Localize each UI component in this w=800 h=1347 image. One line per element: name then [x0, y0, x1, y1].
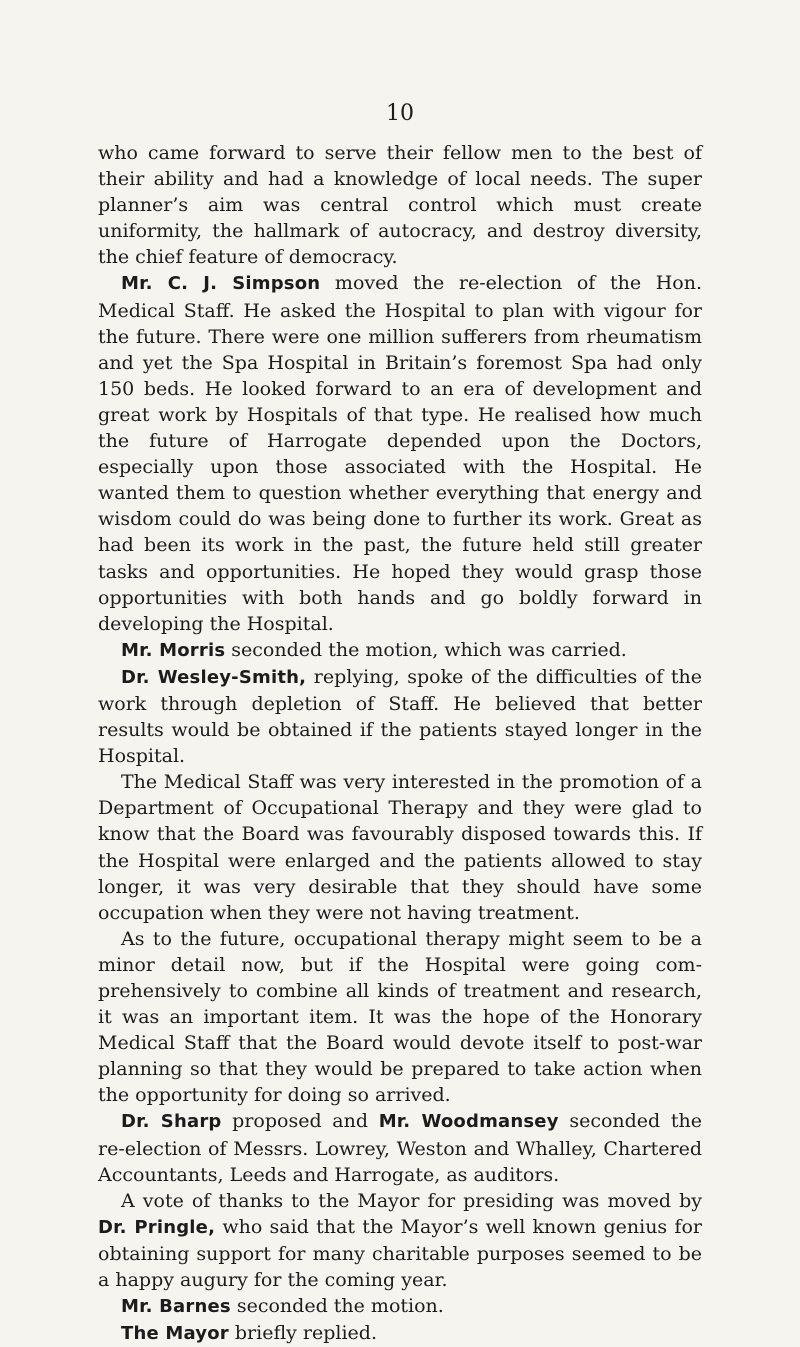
paragraph-text: briefly replied. [228, 1322, 377, 1345]
paragraph-text: seconded the motion, which was carried. [225, 638, 627, 661]
paragraph-future [98, 926, 702, 1109]
paragraph-text: seconded the motion. [230, 1295, 444, 1318]
speaker-name: Mr. Morris [121, 639, 226, 661]
speaker-name: Mr. Woodmansey [378, 1111, 559, 1133]
speaker-name: Dr. Sharp [121, 1111, 222, 1133]
speaker-name: Dr. Pringle, [98, 1216, 216, 1238]
paragraph-wesley-smith [98, 664, 702, 769]
paragraph-barnes [98, 1293, 702, 1320]
paragraph-text: The Medical Staff was very interested in the promotion of a Department of Occupational Therapy and they were glad to know that the Board was favourably disposed towards this. If the Hospital were enlarged and the patients allowed to stay longer, it was very desirable that they should have some occupation when they were not having treatment. [98, 771, 702, 924]
paragraph-text: who said that the Mayor’s well known genius for obtaining support for many charitable purposes seemed to be a happy augury for the coming year. [98, 1215, 702, 1292]
paragraph-simpson [98, 270, 702, 636]
body-text [98, 140, 702, 1347]
paragraph-morris [98, 637, 702, 664]
paragraph-text: who came forward to serve their fellow men to the best of their ability and had a knowledge of local needs. The super planner’s aim was central control which must create uniformity, the hallmark of autocracy, and destroy diversity, the chief feature of democracy. [98, 142, 702, 269]
paragraph-text: moved the re-election of the Hon. Medical Staff. He asked the Hospital to plan with vigour for the future. There were one million sufferers from rheumatism and yet the Spa Hospital in Britain’s foremost Spa had only 150 beds. He looked forward to an era of development and great work by Hospitals of that type. He realised how much the future of Harrogate depended upon the Doctors, especially upon those associated with the Hospital. He wanted them to question whether everything that energy and wisdom could do was being done to further its work. Great as had been its work in the past, the future held still greater tasks and opportunities. He hoped they would grasp those opportunities with both hands and go boldly forward in developing the Hospital. [98, 272, 703, 635]
paragraph-text: A vote of thanks to the Mayor for presiding was moved by [121, 1189, 702, 1212]
paragraph-occupational-therapy [98, 769, 702, 926]
paragraph-auditors [98, 1108, 702, 1187]
paragraph-text: seconded the re-election of Messrs. Lowrey, Weston and Whalley, Chartered Accountants, Leeds and Harrogate, as auditors. [98, 1110, 703, 1186]
paragraph-mayor [98, 1320, 702, 1347]
paragraph-text: As to the future, occupational therapy might seem to be a minor detail now, but if the Hospital were going com- prehensively to combine all kinds of treatment and research, it was an important item. It was the hope of the Honorary Medical Staff that the Board would devote itself to post-war planning so that they would be prepared to take action when the opportunity for doing so arrived. [98, 927, 702, 1107]
speaker-name: Dr. Wesley-Smith, [121, 666, 307, 688]
speaker-name: Mr. C. J. Simpson [121, 273, 321, 295]
page-number: 10 [386, 101, 414, 126]
paragraph-super-planner [98, 140, 702, 270]
paragraph-text: proposed and [221, 1110, 379, 1133]
speaker-name: The Mayor [121, 1323, 229, 1345]
paragraph-vote-of-thanks [98, 1188, 702, 1293]
paragraph-text: replying, spoke of the difficulties of the work through depletion of Staff. He believed that better results would be obtained if the patients stayed longer in the Hospital. [98, 665, 702, 768]
speaker-name: Mr. Barnes [121, 1296, 231, 1318]
